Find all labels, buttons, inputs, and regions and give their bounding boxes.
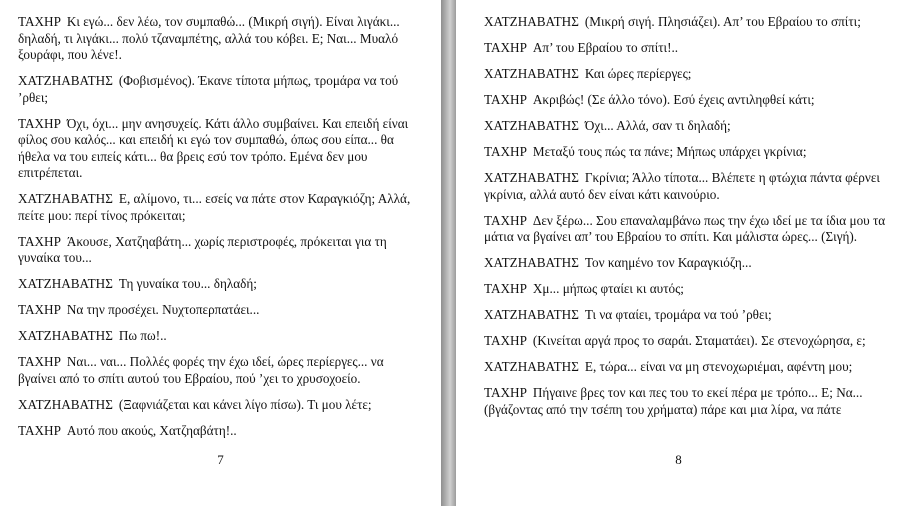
dialogue-text: Ναι... ναι... Πολλές φορές την έχω ιδεί, ώρες περίεργες... να βγαίνει από το σπίτι αυτού του Εβραίου, πού ’χει το χρυσοχοείο.: [18, 354, 384, 386]
dialogue-line: [484, 385, 889, 418]
dialogue-text: Ε, τώρα... είναι να μη στενοχωριέμαι, αφέντη μου;: [584, 359, 853, 374]
speaker-name: ΤΑΧΗΡ: [18, 14, 61, 29]
page-gutter: [441, 0, 456, 506]
speaker-name: ΤΑΧΗΡ: [18, 302, 61, 317]
dialogue-text: Όχι, όχι... μην ανησυχείς. Κάτι άλλο συμβαίνει. Και επειδή είναι φίλος σου καλός... και επειδή κι εγώ τον συμπαθώ, όπως σου είπα... θα ήθελα να του ειπείς κάτι... θα βρεις εσύ τον τρόπο. Εμένα δεν μου επιτρέπεται.: [18, 115, 409, 180]
speaker-name: ΤΑΧΗΡ: [484, 333, 527, 348]
speaker-name: ΤΑΧΗΡ: [18, 115, 61, 131]
dialogue-line: [18, 423, 423, 440]
dialogue-line: [484, 307, 889, 324]
dialogue-line: [484, 281, 889, 298]
page-text-block: [18, 14, 423, 439]
dialogue-line: [18, 276, 423, 293]
document-page-left: [0, 0, 441, 506]
dialogue-text: Γκρίνια; Άλλο τίποτα... Βλέπετε η φτώχια πάντα φέρνει γκρίνια, αλλά αυτό δεν είναι κάτι καινούριο.: [484, 170, 880, 202]
dialogue-text: Χμ... μήπως φταίει κι αυτός;: [532, 281, 684, 296]
dialogue-line: [484, 213, 889, 246]
speaker-name: ΤΑΧΗΡ: [18, 354, 61, 369]
speaker-name: ΤΑΧΗΡ: [484, 385, 527, 400]
dialogue-text: Δεν ξέρω... Σου επαναλαμβάνω πως την έχω ιδεί με τα ίδια μου τα μάτια να βγαίνει απ’ του Εβραίου το σπίτι. Και μάλιστα ώρες... (Σιγή).: [484, 212, 886, 244]
dialogue-text: Πήγαινε βρες τον και πες του το εκεί πέρα με τρόπο... Ε; Να... (βγάζοντας από την τσέπη του χρήματα) πάρε και μια λίρα, να πάτε: [484, 385, 863, 417]
dialogue-text: Αυτό που ακούς, Χατζηαβάτη!..: [66, 422, 237, 438]
dialogue-line: [484, 14, 889, 31]
dialogue-line: [484, 92, 889, 109]
dialogue-text: Τη γυναίκα του... δηλαδή;: [118, 276, 257, 291]
dialogue-line: [18, 328, 423, 345]
dialogue-text: (Μικρή σιγή. Πλησιάζει). Απ’ του Εβραίου το σπίτι;: [584, 14, 861, 29]
speaker-name: ΤΑΧΗΡ: [18, 422, 61, 438]
speaker-name: ΧΑΤΖΗΑΒΑΤΗΣ: [484, 170, 579, 185]
page-text-block: [484, 14, 889, 418]
dialogue-text: Ακριβώς! (Σε άλλο τόνο). Εσύ έχεις αντιληφθεί κάτι;: [532, 92, 815, 107]
speaker-name: ΧΑΤΖΗΑΒΑΤΗΣ: [18, 276, 113, 291]
dialogue-text: Άκουσε, Χατζηαβάτη... χωρίς περιστροφές, πρόκειται για τη γυναίκα του...: [18, 233, 387, 265]
speaker-name: ΤΑΧΗΡ: [484, 144, 527, 159]
speaker-name: ΧΑΤΖΗΑΒΑΤΗΣ: [18, 328, 113, 343]
speaker-name: ΤΑΧΗΡ: [18, 233, 61, 249]
dialogue-text: (Φοβισμένος). Έκανε τίποτα μήπως, τρομάρα να τού ’ρθει;: [18, 73, 399, 105]
dialogue-line: [18, 302, 423, 319]
dialogue-line: [18, 234, 423, 267]
speaker-name: ΧΑΤΖΗΑΒΑΤΗΣ: [484, 307, 579, 322]
speaker-name: ΧΑΤΖΗΑΒΑΤΗΣ: [484, 359, 579, 374]
speaker-name: ΧΑΤΖΗΑΒΑΤΗΣ: [18, 396, 113, 412]
dialogue-line: [18, 116, 423, 182]
dialogue-text: Μεταξύ τους πώς τα πάνε; Μήπως υπάρχει γκρίνια;: [532, 144, 807, 159]
dialogue-line: [484, 144, 889, 161]
dialogue-line: [18, 14, 423, 64]
speaker-name: ΧΑΤΖΗΑΒΑΤΗΣ: [18, 73, 113, 88]
dialogue-text: Πω πω!..: [118, 328, 167, 343]
speaker-name: ΧΑΤΖΗΑΒΑΤΗΣ: [484, 118, 579, 133]
dialogue-line: [484, 333, 889, 350]
dialogue-text: Τον καημένο τον Καραγκιόζη...: [584, 255, 752, 270]
dialogue-text: Κι εγώ... δεν λέω, τον συμπαθώ... (Μικρή σιγή). Είναι λιγάκι... δηλαδή, τι λιγάκι... πολύ τζαναμπέτης, αλλά του κόβει. Ε; Ναι... Μυαλό ξουράφι, που λένε!.: [18, 14, 400, 62]
dialogue-text: (Ξαφνιάζεται και κάνει λίγο πίσω). Τι μου λέτε;: [118, 396, 372, 412]
dialogue-line: [484, 170, 889, 203]
speaker-name: ΤΑΧΗΡ: [484, 281, 527, 296]
speaker-name: ΧΑΤΖΗΑΒΑΤΗΣ: [484, 255, 579, 270]
dialogue-text: Και ώρες περίεργες;: [584, 66, 692, 81]
page-number: 8: [675, 452, 682, 467]
dialogue-line: [484, 66, 889, 83]
dialogue-text: Ε, αλίμονο, τι... εσείς να πάτε στον Καραγκιόζη; Αλλά, πείτε μου: περί τίνος πρόκειται;: [18, 191, 411, 223]
dialogue-text: Να την προσέχει. Νυχτοπερπατάει...: [66, 302, 260, 317]
dialogue-line: [18, 354, 423, 387]
dialogue-line: [484, 118, 889, 135]
dialogue-text: Απ’ του Εβραίου το σπίτι!..: [532, 40, 679, 55]
speaker-name: ΤΑΧΗΡ: [484, 212, 527, 228]
speaker-name: ΤΑΧΗΡ: [484, 92, 527, 107]
speaker-name: ΧΑΤΖΗΑΒΑΤΗΣ: [484, 14, 579, 29]
speaker-name: ΤΑΧΗΡ: [484, 40, 527, 55]
dialogue-line: [484, 40, 889, 57]
dialogue-line: [18, 191, 423, 224]
dialogue-line: [18, 397, 423, 414]
dialogue-line: [18, 73, 423, 106]
document-page-right: [456, 0, 901, 506]
dialogue-text: Τι να φταίει, τρομάρα να τού ’ρθει;: [584, 307, 772, 322]
dialogue-text: (Κινείται αργά προς το σαράι. Σταματάει). Σε στενοχώρησα, ε;: [532, 333, 866, 348]
page-number: 7: [217, 452, 224, 467]
dialogue-text: Όχι... Αλλά, σαν τι δηλαδή;: [584, 118, 731, 133]
speaker-name: ΧΑΤΖΗΑΒΑΤΗΣ: [484, 66, 579, 81]
dialogue-line: [484, 255, 889, 272]
speaker-name: ΧΑΤΖΗΑΒΑΤΗΣ: [18, 191, 113, 206]
dialogue-line: [484, 359, 889, 376]
